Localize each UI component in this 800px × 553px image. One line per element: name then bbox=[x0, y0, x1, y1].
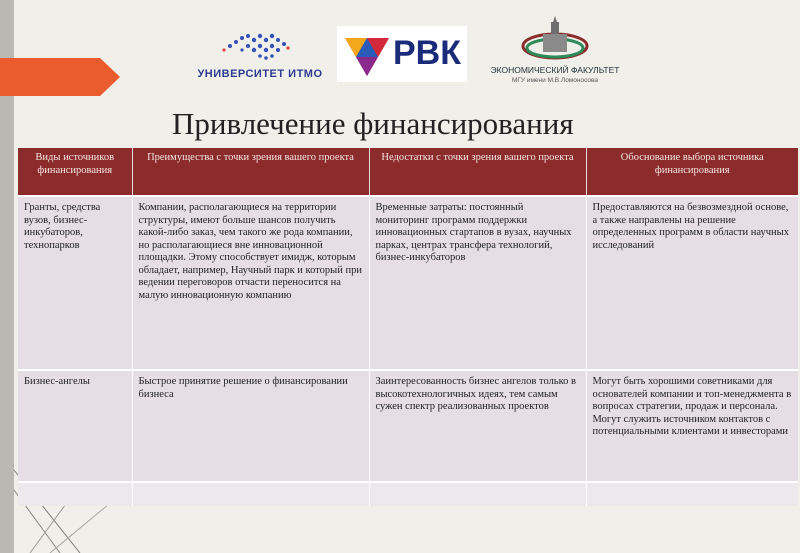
table-cell bbox=[586, 482, 798, 506]
rvk-logo-text: РВК bbox=[393, 34, 461, 72]
table-cell: Временные затраты: постоянный мониторинг программ поддержки инновационных стартапов в вузах, научных парках, центрах трансфера технологий, бизнес-инкубаторов bbox=[369, 196, 586, 370]
table-cell bbox=[369, 482, 586, 506]
itmo-logo-text: УНИВЕРСИТЕТ ИТМО bbox=[197, 68, 323, 80]
table-cell: Компании, располагающиеся на территории структуры, имеют больше шансов получить какой-либо заказ, чем такого же рода компании, но располагающиеся вне инновационной площадки. Этому способствует имидж, которым обладает, например, Научный парк и который при ведении переговоров отчасти переносится на малую инновационную компанию bbox=[132, 196, 369, 370]
header-disadvantages: Недостатки с точки зрения вашего проекта bbox=[369, 148, 586, 196]
msu-building-icon bbox=[485, 16, 625, 66]
header-advantages: Преимущества с точки зрения вашего проекта bbox=[132, 148, 369, 196]
econ-faculty-logo bbox=[485, 16, 625, 88]
itmo-dots-icon bbox=[190, 28, 330, 68]
table-row bbox=[18, 196, 798, 370]
econ-faculty-title: ЭКОНОМИЧЕСКИЙ ФАКУЛЬТЕТ bbox=[490, 65, 620, 75]
table-cell: Могут быть хорошими советниками для основателей компании и топ-менеджмента в вопросах стратегии, продаж и персонала. Могут служить источником контактов с потенциальными клиентами и инвесторами bbox=[586, 370, 798, 482]
table-cell: Заинтересованность бизнес ангелов только в высокотехнологичных идеях, тем самым сужен спектр реализованных проектов bbox=[369, 370, 586, 482]
table-cell: Предоставляются на безвозмездной основе, а также направлены на решение определенных программ в области научных исследований bbox=[586, 196, 798, 370]
table-cell: Гранты, средства вузов, бизнес-инкубаторов, технопарков bbox=[18, 196, 132, 370]
table-row bbox=[18, 370, 798, 482]
econ-faculty-subtitle: МГУ имени М.В.Ломоносова bbox=[511, 77, 599, 84]
page-title: Привлечение финансирования bbox=[172, 106, 574, 141]
table-row-empty bbox=[18, 482, 798, 506]
table-cell: Бизнес-ангелы bbox=[18, 370, 132, 482]
table-header-row bbox=[18, 148, 798, 196]
header-source-types: Виды источников финансирования bbox=[18, 148, 132, 196]
rvk-triangle-icon bbox=[339, 28, 395, 84]
rvk-logo bbox=[337, 26, 467, 82]
table-cell bbox=[18, 482, 132, 506]
header-justification: Обоснование выбора источника финансирования bbox=[586, 148, 798, 196]
table-cell: Быстрое принятие решение о финансировании бизнеса bbox=[132, 370, 369, 482]
table-cell bbox=[132, 482, 369, 506]
orange-arrow-band bbox=[0, 58, 120, 96]
financing-table bbox=[18, 148, 798, 506]
itmo-logo bbox=[190, 28, 330, 88]
